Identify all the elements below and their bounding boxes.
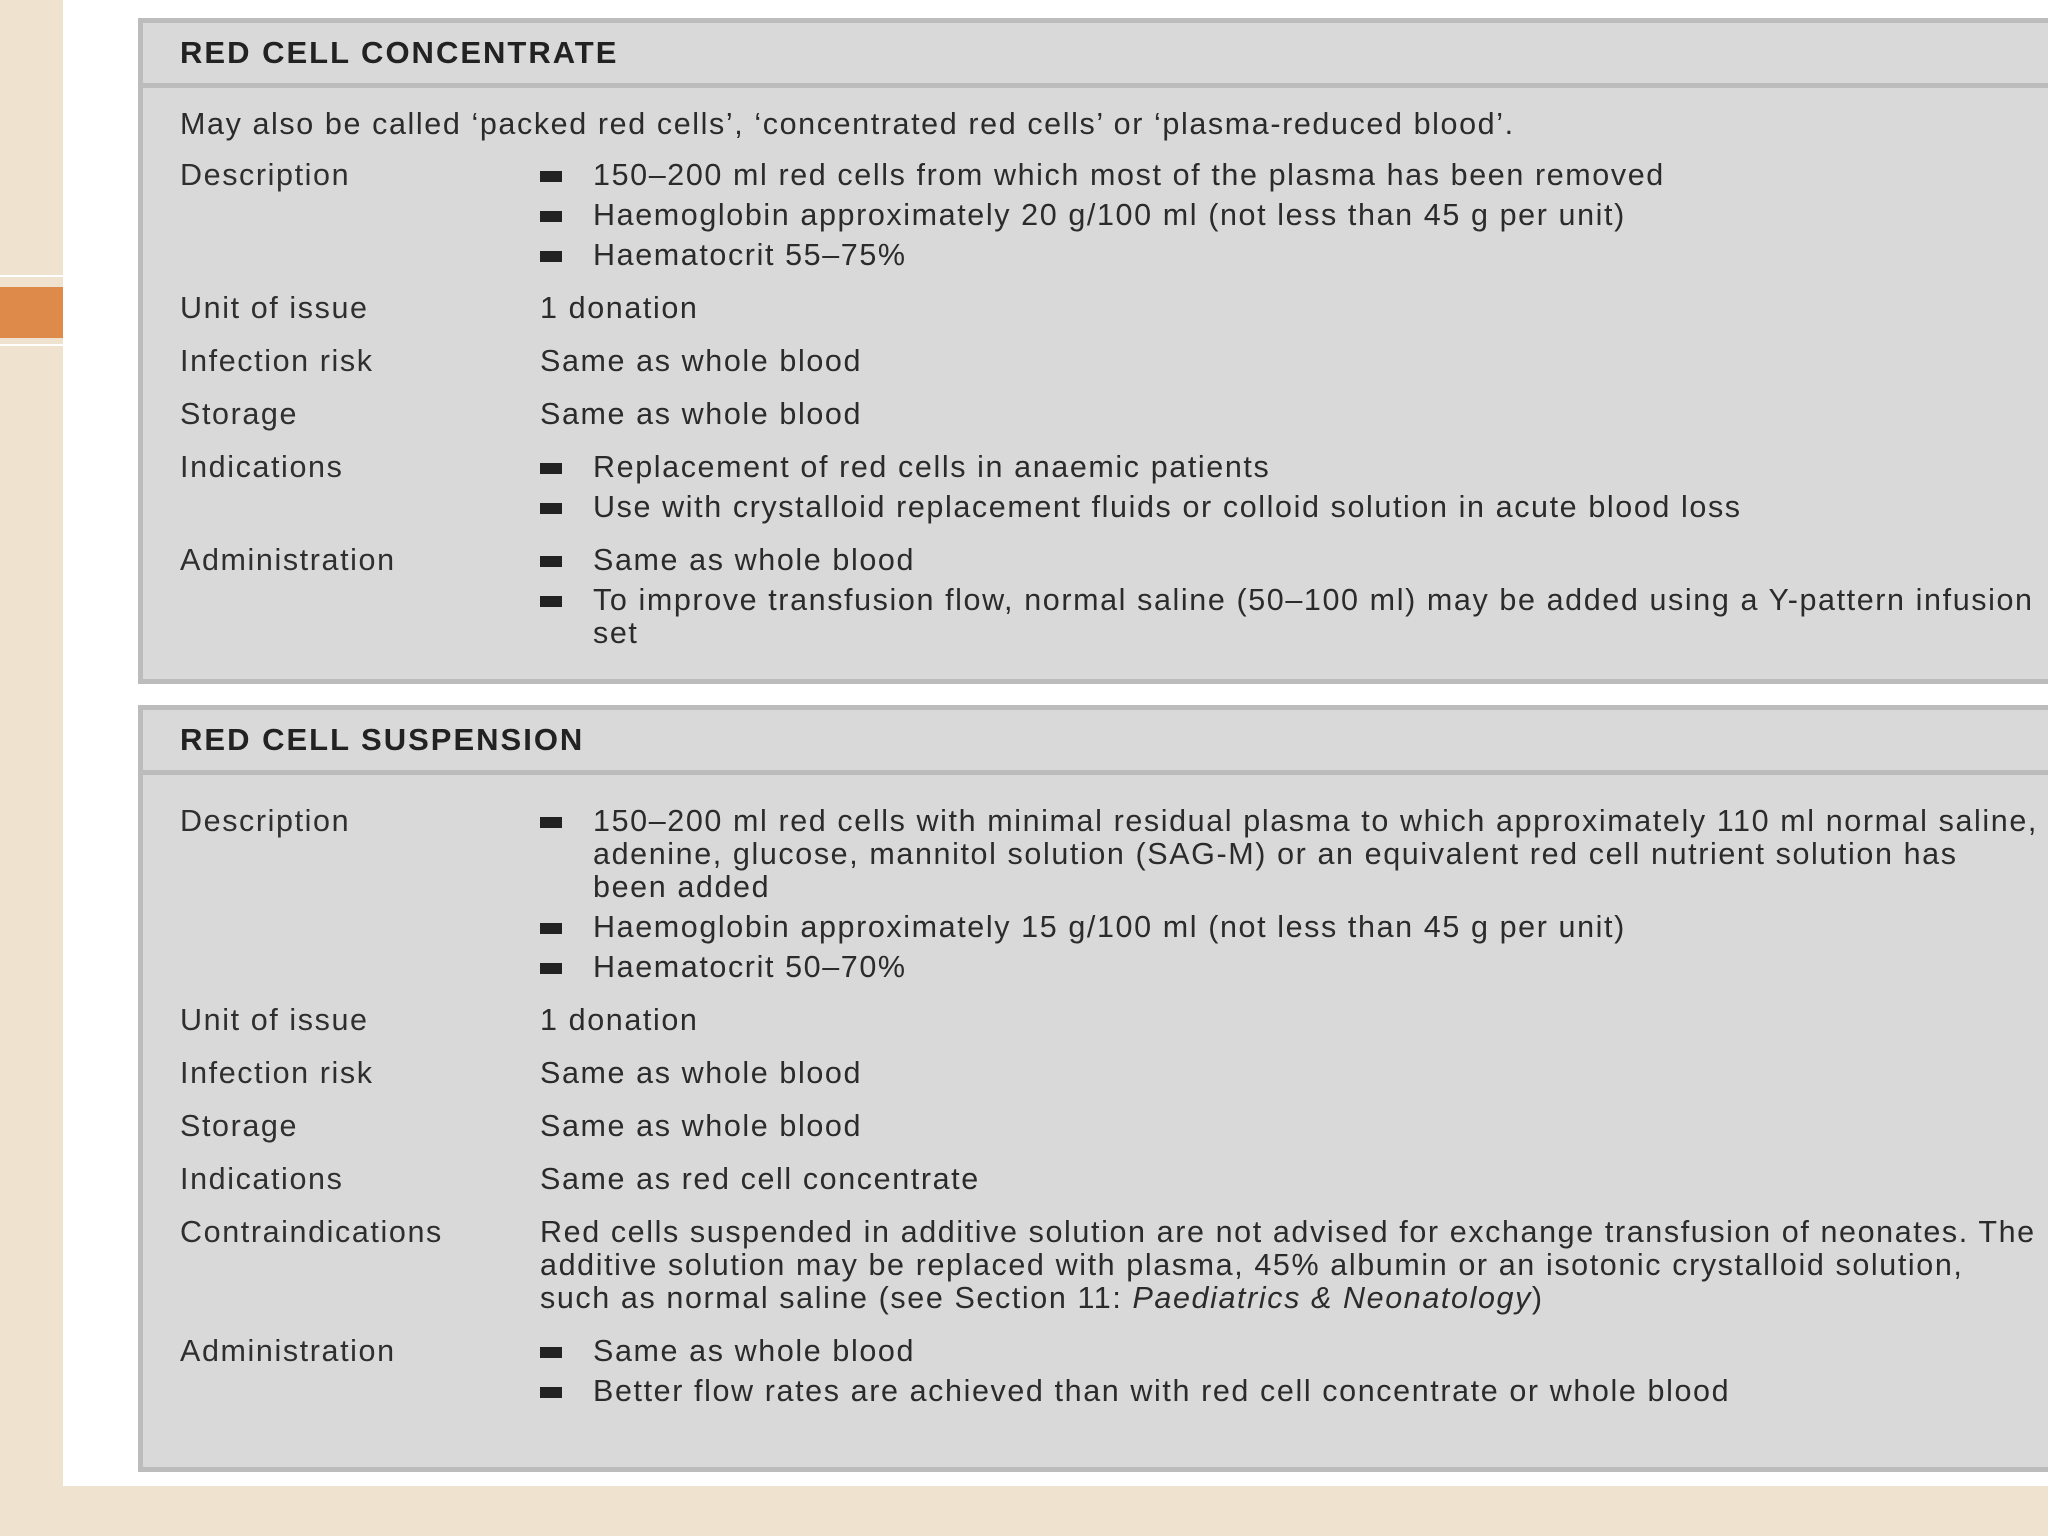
list-item: Replacement of red cells in anaemic patients	[540, 451, 2038, 484]
row-label: Indications	[180, 1162, 344, 1196]
list-item: 150–200 ml red cells from which most of the plasma has been removed	[540, 159, 2038, 192]
bullet-icon	[540, 211, 562, 222]
row-value: Red cells suspended in additive solution are not advised for exchange transfusion of neonates. The additive solution may be replaced with plasma, 45% albumin or an isotonic crystalloid solution, such as normal saline (see Section 11: Paediatrics & Neonatology)	[540, 1215, 2036, 1315]
bullet-list	[540, 544, 2038, 650]
bullet-list	[540, 805, 2038, 984]
row-label: Unit of issue	[180, 1003, 369, 1037]
list-item: Haematocrit 50–70%	[540, 951, 2038, 984]
bullet-icon	[540, 1387, 562, 1398]
row-label: Administration	[180, 543, 396, 577]
bullet-icon	[540, 503, 562, 514]
panel-title: RED CELL CONCENTRATE	[143, 23, 2048, 88]
row-description	[180, 805, 2038, 984]
bullet-icon	[540, 596, 562, 607]
row-storage	[180, 1110, 2038, 1143]
bullet-icon	[540, 817, 562, 828]
row-label: Storage	[180, 1109, 299, 1143]
row-infection-risk	[180, 1057, 2038, 1090]
row-label: Infection risk	[180, 344, 374, 378]
row-indications	[180, 451, 2038, 524]
row-label: Contraindications	[180, 1215, 443, 1249]
panel-title: RED CELL SUSPENSION	[143, 710, 2048, 775]
bullet-icon	[540, 171, 562, 182]
list-item: Same as whole blood	[540, 544, 2038, 577]
row-value: Same as whole blood	[540, 1056, 863, 1090]
row-label: Unit of issue	[180, 291, 369, 325]
list-item: 150–200 ml red cells with minimal residual plasma to which approximately 110 ml normal saline, adenine, glucose, mannitol solution (SAG-M) or an equivalent red cell nutrient solution has been added	[540, 805, 2038, 904]
row-infection-risk	[180, 345, 2038, 378]
accent-divider	[0, 275, 63, 277]
bullet-icon	[540, 463, 562, 474]
row-label: Infection risk	[180, 1056, 374, 1090]
row-storage	[180, 398, 2038, 431]
list-item: To improve transfusion flow, normal saline (50–100 ml) may be added using a Y-pattern infusion set	[540, 584, 2038, 650]
list-item: Haemoglobin approximately 20 g/100 ml (not less than 45 g per unit)	[540, 199, 2038, 232]
bullet-icon	[540, 963, 562, 974]
list-item: Use with crystalloid replacement fluids or colloid solution in acute blood loss	[540, 491, 2038, 524]
row-administration	[180, 1335, 2038, 1408]
row-label: Indications	[180, 450, 344, 484]
row-label: Description	[180, 158, 351, 192]
bullet-list	[540, 1335, 2038, 1408]
bullet-icon	[540, 923, 562, 934]
slide-side-strip	[0, 0, 63, 1536]
bullet-icon	[540, 1347, 562, 1358]
row-label: Storage	[180, 397, 299, 431]
bullet-icon	[540, 251, 562, 262]
row-value: Same as whole blood	[540, 397, 863, 431]
section-reference: Paediatrics & Neonatology	[1132, 1281, 1532, 1315]
red-cell-suspension-panel	[138, 705, 2048, 1472]
document-sheet	[63, 0, 2048, 1486]
row-label: Administration	[180, 1334, 396, 1368]
red-cell-concentrate-panel	[138, 18, 2048, 684]
list-item: Haemoglobin approximately 15 g/100 ml (not less than 45 g per unit)	[540, 911, 2038, 944]
list-item: Haematocrit 55–75%	[540, 239, 2038, 272]
row-unit-of-issue	[180, 1004, 2038, 1037]
row-unit-of-issue	[180, 292, 2038, 325]
row-label: Description	[180, 804, 351, 838]
accent-bar	[0, 287, 63, 338]
bullet-icon	[540, 556, 562, 567]
panel-intro: May also be called ‘packed red cells’, ‘concentrated red cells’ or ‘plasma-reduced blood’.	[180, 107, 1515, 141]
row-indications	[180, 1163, 2038, 1196]
row-value: Same as whole blood	[540, 1109, 863, 1143]
accent-divider	[0, 344, 63, 346]
bullet-list	[540, 159, 2038, 272]
row-value: Same as red cell concentrate	[540, 1162, 980, 1196]
row-contraindications	[180, 1216, 2038, 1315]
row-administration	[180, 544, 2038, 650]
row-value: Same as whole blood	[540, 344, 863, 378]
list-item: Same as whole blood	[540, 1335, 2038, 1368]
row-description	[180, 159, 2038, 272]
row-value: 1 donation	[540, 1003, 699, 1037]
bullet-list	[540, 451, 2038, 524]
row-value: 1 donation	[540, 291, 699, 325]
list-item: Better flow rates are achieved than with red cell concentrate or whole blood	[540, 1375, 2038, 1408]
